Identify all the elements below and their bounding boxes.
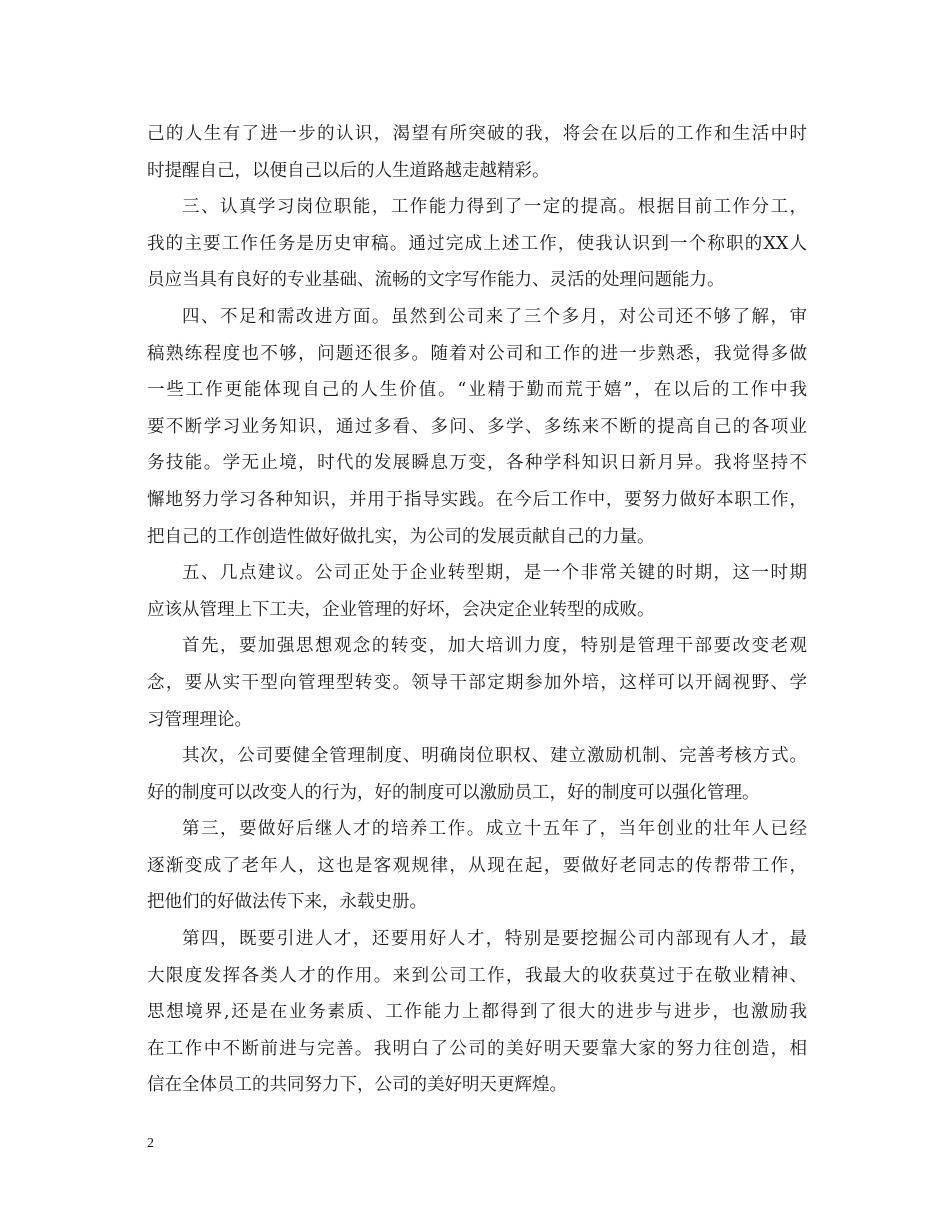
text-line: 要不断学习业务知识，通过多看、多问、多学、多练来不断的提高自己的各项业 (147, 416, 807, 437)
text-line: 大限度发挥各类人才的作用。来到公司工作，我最大的收获莫过于在敬业精神、 (147, 965, 807, 986)
text-line: 逐渐变成了老年人，这也是客观规律，从现在起，要做好老同志的传帮带工作， (147, 855, 807, 876)
text-line: 稿熟练程度也不够，问题还很多。随着对公司和工作的进一步熟悉，我觉得多做 (147, 343, 807, 364)
text-line: 己的人生有了进一步的认识，渴望有所突破的我，将会在以后的工作和生活中时 (147, 124, 807, 144)
text-line: 四、不足和需改进方面。虽然到公司来了三个多月，对公司还不够了解，审 (182, 306, 807, 327)
text-line: 务技能。学无止境，时代的发展瞬息万变，各种学科知识日新月异。我将坚持不 (147, 453, 807, 474)
text-line: 第四，既要引进人才，还要用好人才，特别是要挖掘公司内部现有人才，最 (182, 929, 807, 950)
text-line: 习管理理论。 (147, 709, 252, 730)
text-line: 把自己的工作创造性做好做扎实，为公司的发展贡献自己的力量。 (147, 526, 655, 547)
text-line: 五、几点建议。公司正处于企业转型期，是一个非常关键的时期，这一时期 (182, 563, 807, 584)
text-line: 首先，要加强思想观念的转变，加大培训力度，特别是管理干部要改变老观 (182, 636, 807, 657)
text-line: 三、认真学习岗位职能，工作能力得到了一定的提高。根据目前工作分工， (182, 197, 807, 218)
text-line: 应该从管理上下工夫，企业管理的好坏，会决定企业转型的成败。 (147, 599, 655, 620)
text-line: 其次，公司要健全管理制度、明确岗位职权、建立激励机制、完善考核方式。 (182, 746, 807, 767)
text-line: 第三，要做好后继人才的培养工作。成立十五年了，当年创业的壮年人已经 (182, 819, 807, 840)
text-line: 我的主要工作任务是历史审稿。通过完成上述工作，使我认识到一个称职的XX人 (147, 233, 807, 254)
page-number: 2 (147, 1136, 154, 1151)
text-line: 在工作中不断前进与完善。我明白了公司的美好明天要靠大家的努力往创造，相 (147, 1038, 807, 1059)
text-line: 一些工作更能体现自己的人生价值。“业精于勤而荒于嬉”，在以后的工作中我 (147, 380, 807, 401)
text-line: 信在全体员工的共同努力下，公司的美好明天更辉煌。 (147, 1075, 567, 1096)
text-line: 好的制度可以改变人的行为，好的制度可以激励员工，好的制度可以强化管理。 (147, 782, 760, 803)
text-line: 思想境界,还是在业务素质、工作能力上都得到了很大的进步与进步，也激励我 (147, 1002, 807, 1023)
text-line: 时提醒自己，以便自己以后的人生道路越走越精彩。 (147, 160, 550, 181)
text-line: 念，要从实干型向管理型转变。领导干部定期参加外培，这样可以开阔视野、学 (147, 672, 807, 693)
text-line: 把他们的好做法传下来，永载史册。 (147, 892, 427, 913)
text-line: 员应当具有良好的专业基础、流畅的文字写作能力、灵活的处理问题能力。 (147, 270, 725, 291)
body-text (147, 116, 807, 1104)
text-line: 懈地努力学习各种知识，并用于指导实践。在今后工作中，要努力做好本职工作， (147, 489, 807, 510)
